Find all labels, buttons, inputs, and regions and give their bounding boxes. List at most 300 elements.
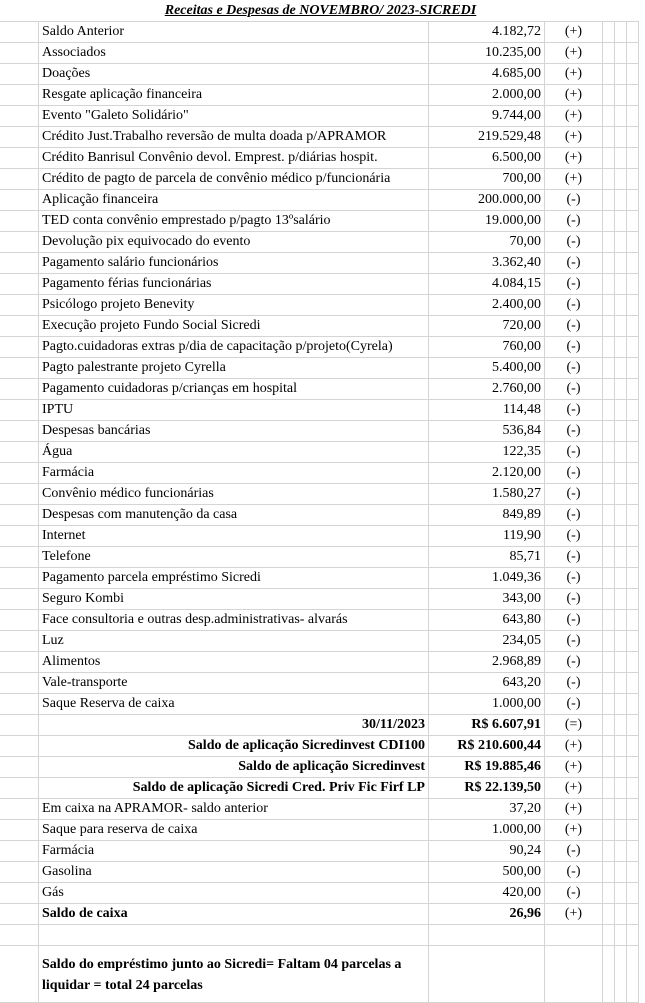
row-sign[interactable]: (+) [545,148,603,169]
row-label[interactable]: Aplicação financeira [39,190,429,211]
empty-cell[interactable] [615,85,627,106]
row-label[interactable]: Pagto.cuidadoras extras p/dia de capacitação p/projeto(Cyrela) [39,337,429,358]
empty-cell[interactable] [615,778,627,799]
empty-cell[interactable] [615,736,627,757]
row-gutter-cell[interactable] [0,274,39,295]
empty-cell[interactable] [603,0,615,22]
empty-cell[interactable] [603,505,615,526]
empty-cell[interactable] [627,631,639,652]
empty-cell[interactable] [627,0,639,22]
empty-cell[interactable] [615,169,627,190]
empty-cell[interactable] [627,106,639,127]
row-label[interactable]: Associados [39,43,429,64]
row-label[interactable] [39,925,429,946]
empty-cell[interactable] [615,43,627,64]
empty-cell[interactable] [603,631,615,652]
row-sign[interactable]: (+) [545,169,603,190]
empty-cell[interactable] [603,43,615,64]
row-gutter-cell[interactable] [0,148,39,169]
empty-cell[interactable] [603,337,615,358]
row-sign[interactable]: (-) [545,253,603,274]
empty-cell[interactable] [615,442,627,463]
empty-cell[interactable] [627,799,639,820]
row-label[interactable]: Evento "Galeto Solidário" [39,106,429,127]
empty-cell[interactable] [615,715,627,736]
empty-cell[interactable] [627,253,639,274]
row-label[interactable]: Luz [39,631,429,652]
row-value[interactable]: 420,00 [429,883,545,904]
row-sign[interactable]: (-) [545,358,603,379]
empty-cell[interactable] [603,799,615,820]
row-label[interactable]: Água [39,442,429,463]
empty-cell[interactable] [603,316,615,337]
row-label[interactable]: Devolução pix equivocado do evento [39,232,429,253]
empty-cell[interactable] [627,862,639,883]
row-value[interactable]: 4.084,15 [429,274,545,295]
row-sign[interactable]: (-) [545,841,603,862]
empty-cell[interactable] [627,505,639,526]
empty-cell[interactable] [615,463,627,484]
row-gutter-cell[interactable] [0,316,39,337]
row-label[interactable]: Saldo de aplicação Sicredinvest CDI100 [39,736,429,757]
empty-cell[interactable] [603,673,615,694]
empty-cell[interactable] [615,106,627,127]
row-gutter-cell[interactable] [0,652,39,673]
row-sign[interactable]: (-) [545,610,603,631]
row-label[interactable]: Seguro Kombi [39,589,429,610]
row-value[interactable]: 643,80 [429,610,545,631]
row-gutter-cell[interactable] [0,820,39,841]
empty-cell[interactable] [627,316,639,337]
empty-cell[interactable] [627,232,639,253]
empty-cell[interactable] [615,883,627,904]
empty-cell[interactable] [603,295,615,316]
empty-cell[interactable] [603,22,615,43]
row-sign[interactable]: (-) [545,589,603,610]
row-label[interactable]: Pagto palestrante projeto Cyrella [39,358,429,379]
row-value[interactable]: 760,00 [429,337,545,358]
empty-cell[interactable] [627,946,639,1003]
empty-cell[interactable] [0,0,39,22]
row-sign[interactable]: (-) [545,337,603,358]
row-sign[interactable]: (-) [545,505,603,526]
empty-cell[interactable] [615,253,627,274]
empty-cell[interactable] [603,547,615,568]
row-label[interactable]: Face consultoria e outras desp.administrativas- alvarás [39,610,429,631]
row-value[interactable]: 37,20 [429,799,545,820]
row-sign[interactable]: (-) [545,883,603,904]
empty-cell[interactable] [603,463,615,484]
empty-cell[interactable] [603,694,615,715]
empty-cell[interactable] [603,64,615,85]
empty-cell[interactable] [627,400,639,421]
row-sign[interactable]: (-) [545,295,603,316]
empty-cell[interactable] [603,862,615,883]
row-value[interactable]: R$ 19.885,46 [429,757,545,778]
row-sign[interactable]: (-) [545,631,603,652]
empty-cell[interactable] [429,946,545,1003]
row-gutter-cell[interactable] [0,694,39,715]
row-sign[interactable]: (-) [545,316,603,337]
empty-cell[interactable] [603,736,615,757]
empty-cell[interactable] [603,232,615,253]
row-label[interactable]: Despesas com manutenção da casa [39,505,429,526]
row-sign[interactable]: (-) [545,694,603,715]
empty-cell[interactable] [627,883,639,904]
row-sign[interactable]: (+) [545,820,603,841]
empty-cell[interactable] [615,799,627,820]
row-value[interactable]: 720,00 [429,316,545,337]
row-label[interactable]: Gasolina [39,862,429,883]
empty-cell[interactable] [603,400,615,421]
row-gutter-cell[interactable] [0,715,39,736]
empty-cell[interactable] [615,316,627,337]
empty-cell[interactable] [615,610,627,631]
row-sign[interactable]: (+) [545,736,603,757]
empty-cell[interactable] [615,694,627,715]
row-sign[interactable] [545,925,603,946]
empty-cell[interactable] [603,841,615,862]
row-sign[interactable]: (-) [545,526,603,547]
row-gutter-cell[interactable] [0,610,39,631]
row-value[interactable]: 1.000,00 [429,820,545,841]
empty-cell[interactable] [627,757,639,778]
empty-cell[interactable] [627,694,639,715]
row-gutter-cell[interactable] [0,43,39,64]
empty-cell[interactable] [615,0,627,22]
row-sign[interactable]: (-) [545,568,603,589]
row-gutter-cell[interactable] [0,22,39,43]
row-gutter-cell[interactable] [0,925,39,946]
empty-cell[interactable] [627,148,639,169]
row-gutter-cell[interactable] [0,400,39,421]
empty-cell[interactable] [603,379,615,400]
row-sign[interactable]: (-) [545,547,603,568]
empty-cell[interactable] [615,337,627,358]
empty-cell[interactable] [603,610,615,631]
row-gutter-cell[interactable] [0,463,39,484]
empty-cell[interactable] [603,190,615,211]
row-sign[interactable]: (-) [545,652,603,673]
empty-cell[interactable] [627,568,639,589]
row-label[interactable]: Alimentos [39,652,429,673]
empty-cell[interactable] [627,715,639,736]
row-gutter-cell[interactable] [0,736,39,757]
row-value[interactable]: 2.120,00 [429,463,545,484]
row-sign[interactable]: (+) [545,904,603,925]
empty-cell[interactable] [627,820,639,841]
row-value[interactable]: R$ 22.139,50 [429,778,545,799]
empty-cell[interactable] [615,295,627,316]
row-gutter-cell[interactable] [0,505,39,526]
empty-cell[interactable] [603,778,615,799]
row-label[interactable]: Saldo de aplicação Sicredinvest [39,757,429,778]
row-value[interactable]: 2.000,00 [429,85,545,106]
row-gutter-cell[interactable] [0,568,39,589]
row-sign[interactable]: (-) [545,862,603,883]
row-label[interactable]: Farmácia [39,463,429,484]
empty-cell[interactable] [603,757,615,778]
empty-cell[interactable] [615,22,627,43]
row-value[interactable]: 219.529,48 [429,127,545,148]
empty-cell[interactable] [603,715,615,736]
empty-cell[interactable] [627,736,639,757]
row-value[interactable]: 536,84 [429,421,545,442]
row-sign[interactable]: (-) [545,463,603,484]
empty-cell[interactable] [603,106,615,127]
empty-cell[interactable] [627,421,639,442]
empty-cell[interactable] [615,211,627,232]
empty-cell[interactable] [603,946,615,1003]
row-value[interactable]: 19.000,00 [429,211,545,232]
row-label[interactable]: Saque Reserva de caixa [39,694,429,715]
row-value[interactable]: 122,35 [429,442,545,463]
empty-cell[interactable] [615,946,627,1003]
empty-cell[interactable] [627,64,639,85]
row-gutter-cell[interactable] [0,631,39,652]
row-gutter-cell[interactable] [0,169,39,190]
empty-cell[interactable] [615,379,627,400]
row-value[interactable]: 6.500,00 [429,148,545,169]
row-sign[interactable]: (+) [545,778,603,799]
row-value[interactable]: 1.000,00 [429,694,545,715]
row-label[interactable]: Despesas bancárias [39,421,429,442]
empty-cell[interactable] [615,568,627,589]
empty-cell[interactable] [615,526,627,547]
empty-cell[interactable] [615,589,627,610]
row-gutter-cell[interactable] [0,295,39,316]
empty-cell[interactable] [627,778,639,799]
empty-cell[interactable] [603,589,615,610]
row-gutter-cell[interactable] [0,64,39,85]
empty-cell[interactable] [603,526,615,547]
empty-cell[interactable] [615,841,627,862]
row-sign[interactable]: (-) [545,421,603,442]
row-value[interactable]: 90,24 [429,841,545,862]
row-label[interactable]: Execução projeto Fundo Social Sicredi [39,316,429,337]
row-gutter-cell[interactable] [0,673,39,694]
empty-cell[interactable] [603,820,615,841]
empty-cell[interactable] [627,190,639,211]
row-label[interactable]: IPTU [39,400,429,421]
row-label[interactable]: Farmácia [39,841,429,862]
empty-cell[interactable] [615,820,627,841]
row-value[interactable]: 849,89 [429,505,545,526]
row-gutter-cell[interactable] [0,127,39,148]
row-gutter-cell[interactable] [0,484,39,505]
row-sign[interactable]: (+) [545,757,603,778]
row-gutter-cell[interactable] [0,883,39,904]
row-value[interactable]: 500,00 [429,862,545,883]
empty-cell[interactable] [615,925,627,946]
row-gutter-cell[interactable] [0,547,39,568]
empty-cell[interactable] [603,358,615,379]
row-sign[interactable]: (-) [545,232,603,253]
empty-cell[interactable] [603,85,615,106]
row-sign[interactable]: (=) [545,715,603,736]
empty-cell[interactable] [603,169,615,190]
row-value[interactable]: 1.580,27 [429,484,545,505]
empty-cell[interactable] [615,127,627,148]
row-value[interactable]: 643,20 [429,673,545,694]
empty-cell[interactable] [627,526,639,547]
row-value[interactable]: 2.968,89 [429,652,545,673]
empty-cell[interactable] [603,484,615,505]
empty-cell[interactable] [627,673,639,694]
row-label[interactable]: Pagamento cuidadoras p/crianças em hospital [39,379,429,400]
empty-cell[interactable] [615,190,627,211]
row-sign[interactable]: (+) [545,106,603,127]
row-label[interactable]: TED conta convênio emprestado p/pagto 13ºsalário [39,211,429,232]
row-value[interactable] [429,925,545,946]
row-value[interactable]: R$ 6.607,91 [429,715,545,736]
row-label[interactable]: Vale-transporte [39,673,429,694]
row-sign[interactable]: (-) [545,379,603,400]
empty-cell[interactable] [603,148,615,169]
row-label[interactable]: 30/11/2023 [39,715,429,736]
empty-cell[interactable] [545,946,603,1003]
empty-cell[interactable] [603,421,615,442]
empty-cell[interactable] [615,274,627,295]
row-label[interactable]: Pagamento férias funcionárias [39,274,429,295]
row-value[interactable]: 200.000,00 [429,190,545,211]
row-label[interactable]: Telefone [39,547,429,568]
row-label[interactable]: Crédito Just.Trabalho reversão de multa doada p/APRAMOR [39,127,429,148]
row-gutter-cell[interactable] [0,253,39,274]
empty-cell[interactable] [627,43,639,64]
empty-cell[interactable] [627,358,639,379]
row-gutter-cell[interactable] [0,358,39,379]
empty-cell[interactable] [627,484,639,505]
empty-cell[interactable] [627,442,639,463]
row-gutter-cell[interactable] [0,85,39,106]
row-sign[interactable]: (+) [545,22,603,43]
row-value[interactable]: 119,90 [429,526,545,547]
empty-cell[interactable] [0,946,39,1003]
empty-cell[interactable] [627,211,639,232]
row-gutter-cell[interactable] [0,421,39,442]
row-value[interactable]: 4.685,00 [429,64,545,85]
row-value[interactable]: 700,00 [429,169,545,190]
empty-cell[interactable] [615,400,627,421]
empty-cell[interactable] [615,421,627,442]
row-value[interactable]: 343,00 [429,589,545,610]
empty-cell[interactable] [615,673,627,694]
empty-cell[interactable] [615,358,627,379]
row-value[interactable]: 9.744,00 [429,106,545,127]
empty-cell[interactable] [615,484,627,505]
row-gutter-cell[interactable] [0,379,39,400]
empty-cell[interactable] [615,862,627,883]
row-label[interactable]: Internet [39,526,429,547]
empty-cell[interactable] [627,127,639,148]
empty-cell[interactable] [615,505,627,526]
empty-cell[interactable] [603,211,615,232]
row-gutter-cell[interactable] [0,337,39,358]
row-value[interactable]: 85,71 [429,547,545,568]
empty-cell[interactable] [627,85,639,106]
empty-cell[interactable] [627,547,639,568]
row-gutter-cell[interactable] [0,190,39,211]
empty-cell[interactable] [615,652,627,673]
row-label[interactable]: Convênio médico funcionárias [39,484,429,505]
row-gutter-cell[interactable] [0,778,39,799]
empty-cell[interactable] [615,64,627,85]
row-label[interactable]: Psicólogo projeto Benevity [39,295,429,316]
row-gutter-cell[interactable] [0,211,39,232]
row-gutter-cell[interactable] [0,589,39,610]
empty-cell[interactable] [627,652,639,673]
empty-cell[interactable] [603,652,615,673]
row-gutter-cell[interactable] [0,442,39,463]
row-sign[interactable]: (-) [545,190,603,211]
row-value[interactable]: 1.049,36 [429,568,545,589]
row-gutter-cell[interactable] [0,106,39,127]
empty-cell[interactable] [627,274,639,295]
empty-cell[interactable] [603,274,615,295]
row-value[interactable]: 26,96 [429,904,545,925]
empty-cell[interactable] [603,253,615,274]
empty-cell[interactable] [627,589,639,610]
row-value[interactable]: 10.235,00 [429,43,545,64]
empty-cell[interactable] [603,925,615,946]
empty-cell[interactable] [627,379,639,400]
row-gutter-cell[interactable] [0,862,39,883]
empty-cell[interactable] [615,232,627,253]
empty-cell[interactable] [603,568,615,589]
empty-cell[interactable] [615,148,627,169]
row-label[interactable]: Saldo de aplicação Sicredi Cred. Priv Fic Firf LP [39,778,429,799]
row-label[interactable]: Gás [39,883,429,904]
row-label[interactable]: Saldo de caixa [39,904,429,925]
row-sign[interactable]: (+) [545,64,603,85]
row-sign[interactable]: (+) [545,799,603,820]
row-label[interactable]: Saque para reserva de caixa [39,820,429,841]
empty-cell[interactable] [603,883,615,904]
row-value[interactable]: 4.182,72 [429,22,545,43]
empty-cell[interactable] [627,295,639,316]
row-value[interactable]: 3.362,40 [429,253,545,274]
row-sign[interactable]: (-) [545,400,603,421]
row-value[interactable]: 2.760,00 [429,379,545,400]
row-sign[interactable]: (-) [545,442,603,463]
empty-cell[interactable] [627,169,639,190]
row-gutter-cell[interactable] [0,841,39,862]
row-value[interactable]: R$ 210.600,44 [429,736,545,757]
row-sign[interactable]: (+) [545,85,603,106]
row-label[interactable]: Saldo Anterior [39,22,429,43]
empty-cell[interactable] [615,631,627,652]
row-sign[interactable]: (-) [545,673,603,694]
empty-cell[interactable] [603,904,615,925]
row-gutter-cell[interactable] [0,904,39,925]
empty-cell[interactable] [627,22,639,43]
row-value[interactable]: 114,48 [429,400,545,421]
empty-cell[interactable] [615,547,627,568]
row-sign[interactable]: (-) [545,211,603,232]
empty-cell[interactable] [615,757,627,778]
empty-cell[interactable] [627,610,639,631]
row-gutter-cell[interactable] [0,757,39,778]
row-label[interactable]: Crédito Banrisul Convênio devol. Emprest. p/diárias hospit. [39,148,429,169]
row-value[interactable]: 2.400,00 [429,295,545,316]
empty-cell[interactable] [627,337,639,358]
empty-cell[interactable] [615,904,627,925]
row-label[interactable]: Pagamento parcela empréstimo Sicredi [39,568,429,589]
row-gutter-cell[interactable] [0,526,39,547]
row-value[interactable]: 70,00 [429,232,545,253]
row-label[interactable]: Doações [39,64,429,85]
